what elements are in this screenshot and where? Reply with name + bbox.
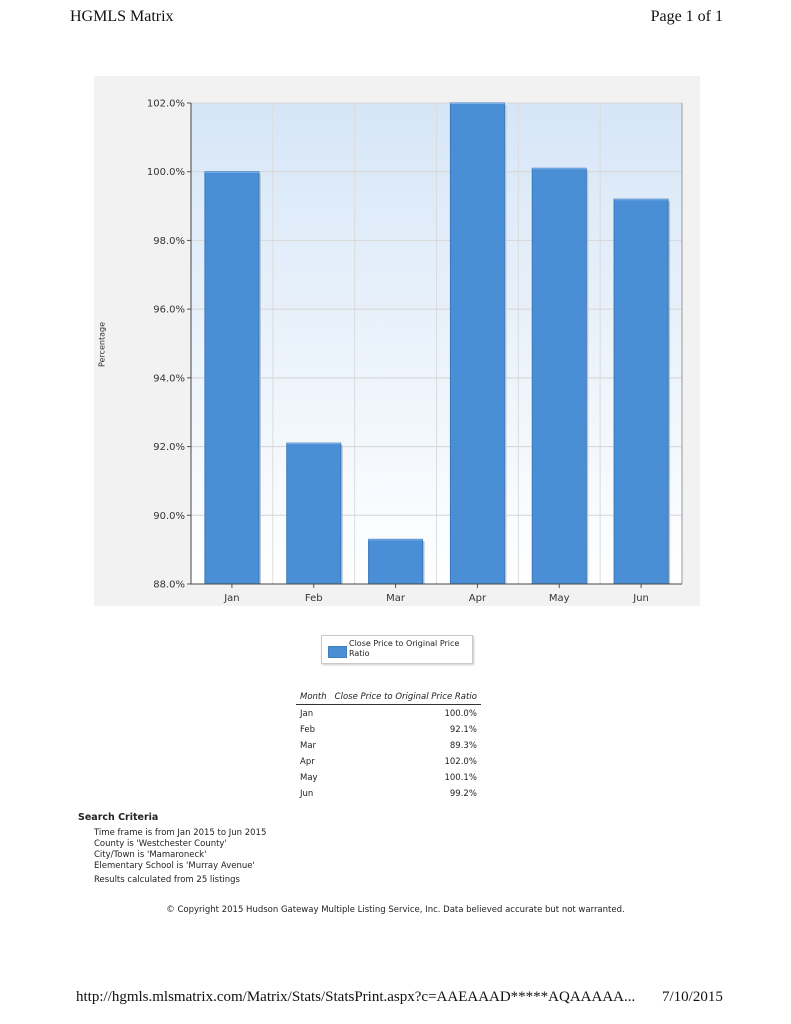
- table-row: [296, 721, 481, 737]
- criteria-item: Time frame is from Jan 2015 to Jun 2015: [94, 828, 267, 838]
- x-tick-label: Feb: [304, 593, 323, 604]
- bar-mar: [369, 539, 423, 584]
- table-row: [296, 705, 481, 722]
- table-header-row: [296, 692, 481, 705]
- x-tick-label: Apr: [468, 593, 487, 604]
- table-row: [296, 737, 481, 753]
- results-count: Results calculated from 25 listings: [94, 875, 240, 885]
- chart-legend[interactable]: [321, 635, 473, 664]
- table-cell-ratio: 92.1%: [449, 724, 477, 735]
- search-criteria: [78, 812, 266, 885]
- table-cell-ratio: 89.3%: [449, 740, 477, 751]
- y-tick-label: 96.0%: [153, 304, 185, 316]
- search-criteria-title: Search Criteria: [78, 812, 159, 823]
- y-axis-label: Percentage: [97, 322, 107, 368]
- y-tick-label: 98.0%: [153, 235, 185, 247]
- table-header-ratio: Close Price to Original Price Ratio: [331, 692, 481, 705]
- y-tick-label: 94.0%: [153, 373, 185, 385]
- legend-label: Close Price to Original Price Ratio: [349, 639, 460, 658]
- bar-may: [532, 168, 586, 584]
- bar-chart: [94, 76, 700, 606]
- table-cell-ratio: 100.1%: [444, 772, 477, 783]
- table-cell-month: May: [300, 772, 318, 783]
- criteria-item: Elementary School is 'Murray Avenue': [94, 861, 255, 871]
- y-tick-label: 92.0%: [153, 442, 185, 454]
- y-tick-label: 100.0%: [146, 167, 185, 179]
- criteria-item: County is 'Westchester County': [94, 839, 227, 849]
- footer-url[interactable]: http://hgmls.mlsmatrix.com/Matrix/Stats/StatsPrint.aspx?c=AAEAAAD*****AQAAAAA...: [76, 989, 636, 1005]
- table-cell-ratio: 99.2%: [449, 788, 477, 799]
- table-cell-month: Apr: [300, 756, 315, 767]
- y-tick-label: 102.0%: [146, 98, 185, 110]
- table-header-month: Month: [296, 692, 331, 705]
- table-row: [296, 785, 481, 801]
- legend-swatch: [328, 646, 347, 658]
- table-cell-ratio: 100.0%: [444, 708, 477, 719]
- bar-apr: [450, 103, 504, 584]
- criteria-item: City/Town is 'Mamaroneck': [94, 850, 207, 860]
- page-number: Page 1 of 1: [650, 8, 723, 25]
- y-tick-label: 88.0%: [153, 579, 185, 591]
- x-tick-label: Jan: [224, 593, 240, 604]
- table-cell-month: Feb: [300, 724, 316, 735]
- y-tick-label: 90.0%: [153, 510, 185, 522]
- table-cell-ratio: 102.0%: [444, 756, 477, 767]
- x-tick-label: May: [548, 593, 570, 604]
- table-row: [296, 769, 481, 785]
- chart-panel: [94, 76, 700, 606]
- x-tick-label: Mar: [386, 593, 406, 604]
- table-cell-month: Jun: [300, 788, 314, 799]
- footer-date: 7/10/2015: [662, 989, 723, 1005]
- table-cell-month: Mar: [300, 740, 317, 751]
- criteria-list: [78, 828, 266, 872]
- header-title: HGMLS Matrix: [70, 8, 174, 25]
- copyright-notice: © Copyright 2015 Hudson Gateway Multiple Listing Service, Inc. Data believed accurate but not warranted.: [166, 905, 625, 915]
- table-row: [296, 753, 481, 769]
- table-cell-month: Jan: [300, 708, 314, 719]
- x-tick-label: Jun: [633, 593, 649, 604]
- data-table: [296, 692, 481, 801]
- bar-jun: [614, 199, 668, 584]
- bar-jan: [205, 172, 259, 584]
- bar-feb: [287, 443, 341, 584]
